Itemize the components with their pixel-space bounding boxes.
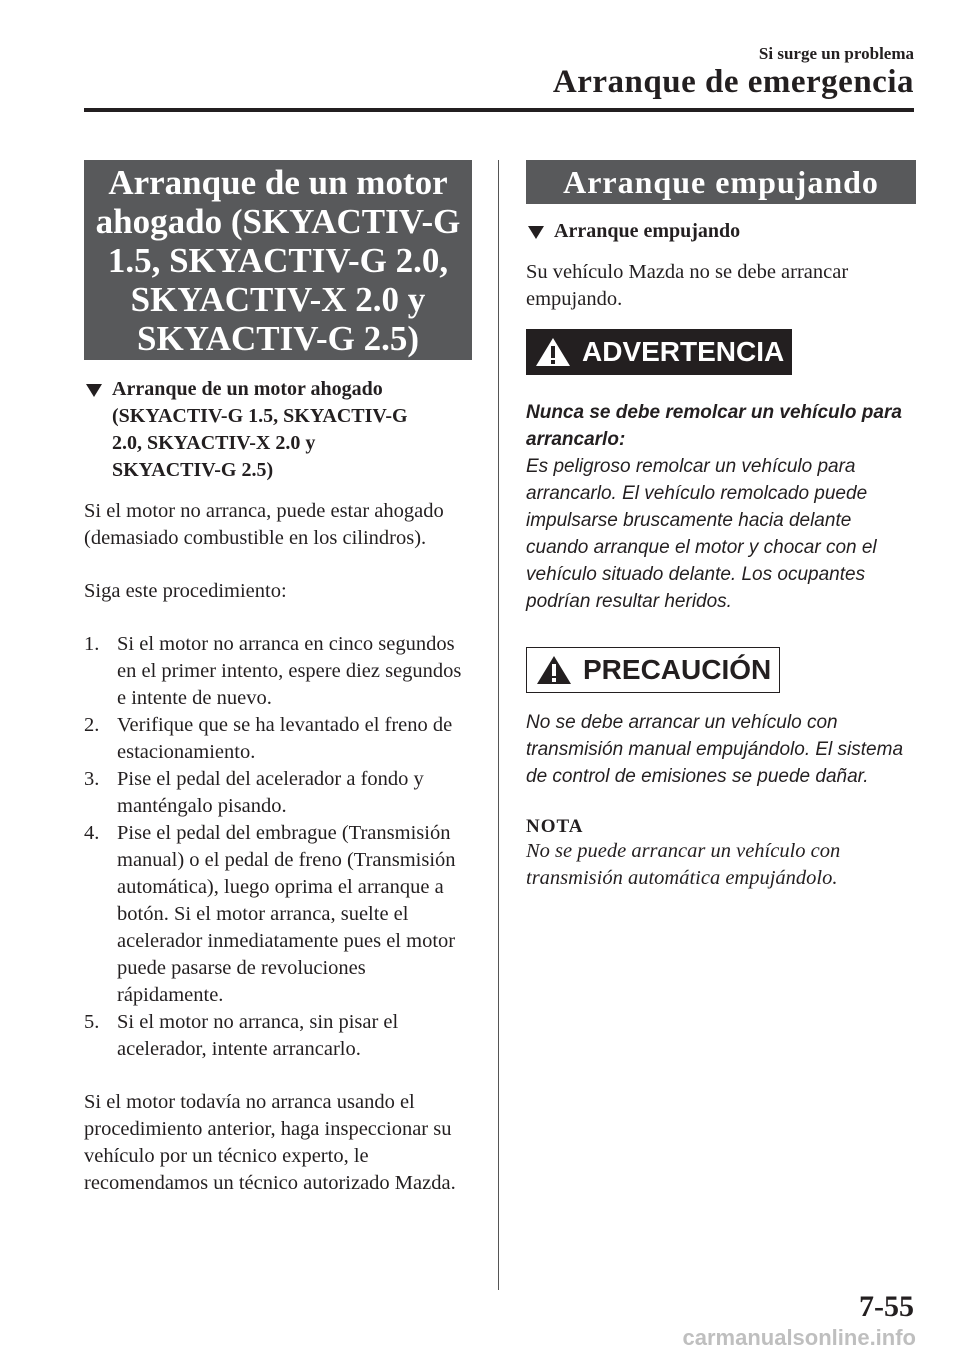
- right-column: [526, 160, 916, 892]
- warning-block: [526, 329, 916, 615]
- intro-paragraph: Si el motor no arranca, puede estar ahogado (demasiado combustible en los cilindros).: [84, 500, 444, 549]
- step-number: 2.: [84, 714, 100, 736]
- caution-block: [526, 647, 916, 790]
- step-item: [84, 766, 472, 820]
- step-number: 4.: [84, 822, 100, 844]
- subheading-push-start: [526, 218, 916, 245]
- warning-body: Es peligroso remolcar un vehículo para arrancarlo. El vehículo remolcado puede impulsarse bruscamente hacia delante cuando arranque el motor y chocar con el vehículo situado delante. Los ocupantes podrían resultar heridos.: [526, 456, 877, 612]
- banner-line: 1.5, SKYACTIV-G 2.0,: [107, 240, 449, 280]
- caution-body: No se debe arrancar un vehículo con transmisión manual empujándolo. El sistema de control de emisiones se puede dañar.: [526, 712, 904, 787]
- step-number: 3.: [84, 768, 100, 790]
- site-watermark: carmanualsonline.info: [682, 1325, 916, 1350]
- subhead-line: SKYACTIV-G 2.5): [112, 459, 274, 481]
- caution-icon: [535, 654, 573, 686]
- warning-label-text: ADVERTENCIA: [582, 336, 785, 367]
- warning-icon: [534, 336, 572, 368]
- note-label: NOTA: [526, 816, 584, 837]
- step-item: [84, 712, 472, 766]
- page-title: Arranque de emergencia: [552, 64, 914, 100]
- procedure-label: Siga este procedimiento:: [84, 580, 287, 602]
- subheading-flooded-engine: [84, 376, 472, 484]
- subhead-line: Arranque de un motor ahogado: [112, 378, 383, 400]
- subhead-line: (SKYACTIV-G 1.5, SKYACTIV-G: [112, 405, 408, 427]
- warning-title: Nunca se debe remolcar un vehículo para arrancarlo:: [526, 402, 902, 450]
- step-text: Pise el pedal del embrague (Transmisión manual) o el pedal de freno (Transmisión automática), luego oprima el arranque a botón. Si el motor arranca, suelte el acelerador inmediatamente pues el motor puede pasarse de revoluciones rápidamente.: [117, 822, 456, 1006]
- step-text: Verifique que se ha levantado el freno de estacionamiento.: [117, 714, 453, 763]
- subhead-line: Arranque empujando: [554, 220, 741, 242]
- triangle-bullet-icon: [86, 384, 102, 397]
- page-number: 7-55: [859, 1290, 914, 1323]
- step-text: Si el motor no arranca, sin pisar el acelerador, intente arrancarlo.: [117, 1011, 399, 1060]
- section-banner-push-start: Arranque empujando: [526, 160, 916, 204]
- caution-label: [526, 647, 780, 693]
- step-item: [84, 820, 472, 1009]
- step-number: 1.: [84, 633, 100, 655]
- banner-line: ahogado (SKYACTIV-G: [95, 201, 461, 241]
- procedure-steps: [84, 631, 472, 1063]
- step-number: 5.: [84, 1011, 100, 1033]
- warning-label: [526, 329, 792, 375]
- push-start-intro: Su vehículo Mazda no se debe arrancar empujando.: [526, 261, 849, 310]
- note-block: [526, 816, 916, 892]
- step-text: Pise el pedal del acelerador a fondo y manténgalo pisando.: [117, 768, 424, 817]
- banner-line: SKYACTIV-X 2.0 y: [130, 279, 426, 319]
- subhead-line: 2.0, SKYACTIV-X 2.0 y: [112, 432, 316, 454]
- caution-label-text: PRECAUCIÓN: [583, 654, 772, 685]
- section-label: Si surge un problema: [758, 44, 914, 63]
- left-column: [84, 160, 472, 1197]
- header-divider: [84, 108, 914, 112]
- triangle-bullet-icon: [528, 226, 544, 239]
- step-text: Si el motor no arranca en cinco segundos en el primer intento, espere diez segundos e intente de nuevo.: [117, 633, 462, 709]
- step-item: [84, 1009, 472, 1063]
- banner-line: SKYACTIV-G 2.5): [137, 318, 419, 358]
- note-body: No se puede arrancar un vehículo con transmisión automática empujándolo.: [526, 840, 841, 889]
- banner-line: Arranque de un motor: [108, 162, 448, 202]
- column-divider: [498, 160, 499, 1290]
- section-banner-flooded-engine: [84, 160, 472, 360]
- closing-paragraph: Si el motor todavía no arranca usando el procedimiento anterior, haga inspeccionar su vehículo por un técnico experto, le recomendamos un técnico autorizado Mazda.: [84, 1091, 456, 1194]
- step-item: [84, 631, 472, 712]
